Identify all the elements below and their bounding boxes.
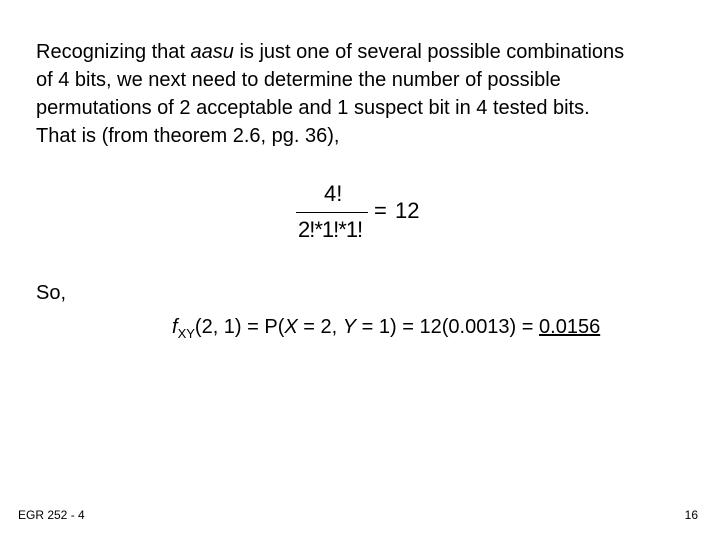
fraction-numerator: 4! (324, 181, 343, 206)
fraction-denominator: 2!*1!*1! (298, 217, 363, 242)
fraction-equals: = (374, 198, 387, 223)
formula-y: Y (342, 316, 357, 338)
paragraph-line-2: of 4 bits, we next need to determine the number of possible (36, 69, 561, 91)
probability-formula (172, 316, 600, 341)
body-paragraph (36, 38, 696, 150)
formula-mid-2: = 1) = 12(0.0013) = (356, 316, 540, 338)
line-1-italic-word: aasu (190, 41, 234, 63)
so-label: So, (36, 282, 67, 304)
line-1-text-b: is just one of several possible combinations (233, 41, 625, 63)
paragraph-line-4: That is (from theorem 2.6, pg. 36), (36, 125, 340, 147)
formula-mid-1: = 2, (297, 316, 343, 338)
formula-subscript: XY (177, 326, 195, 341)
formula-x: X (284, 316, 298, 338)
fraction-bar (296, 212, 368, 213)
formula-args: (2, 1) = P( (194, 316, 285, 338)
formula-answer: 0.0156 (539, 316, 601, 338)
fraction-result: 12 (395, 198, 420, 223)
paragraph-line-1 (36, 38, 696, 66)
formula-function: f (172, 316, 178, 338)
footer-course: EGR 252 - 4 (18, 508, 85, 522)
permutation-fraction (296, 181, 436, 245)
line-1-text-a: Recognizing that (36, 41, 191, 63)
footer-page-number: 16 (684, 508, 698, 522)
paragraph-line-3: permutations of 2 acceptable and 1 suspect bit in 4 tested bits. (36, 97, 590, 119)
